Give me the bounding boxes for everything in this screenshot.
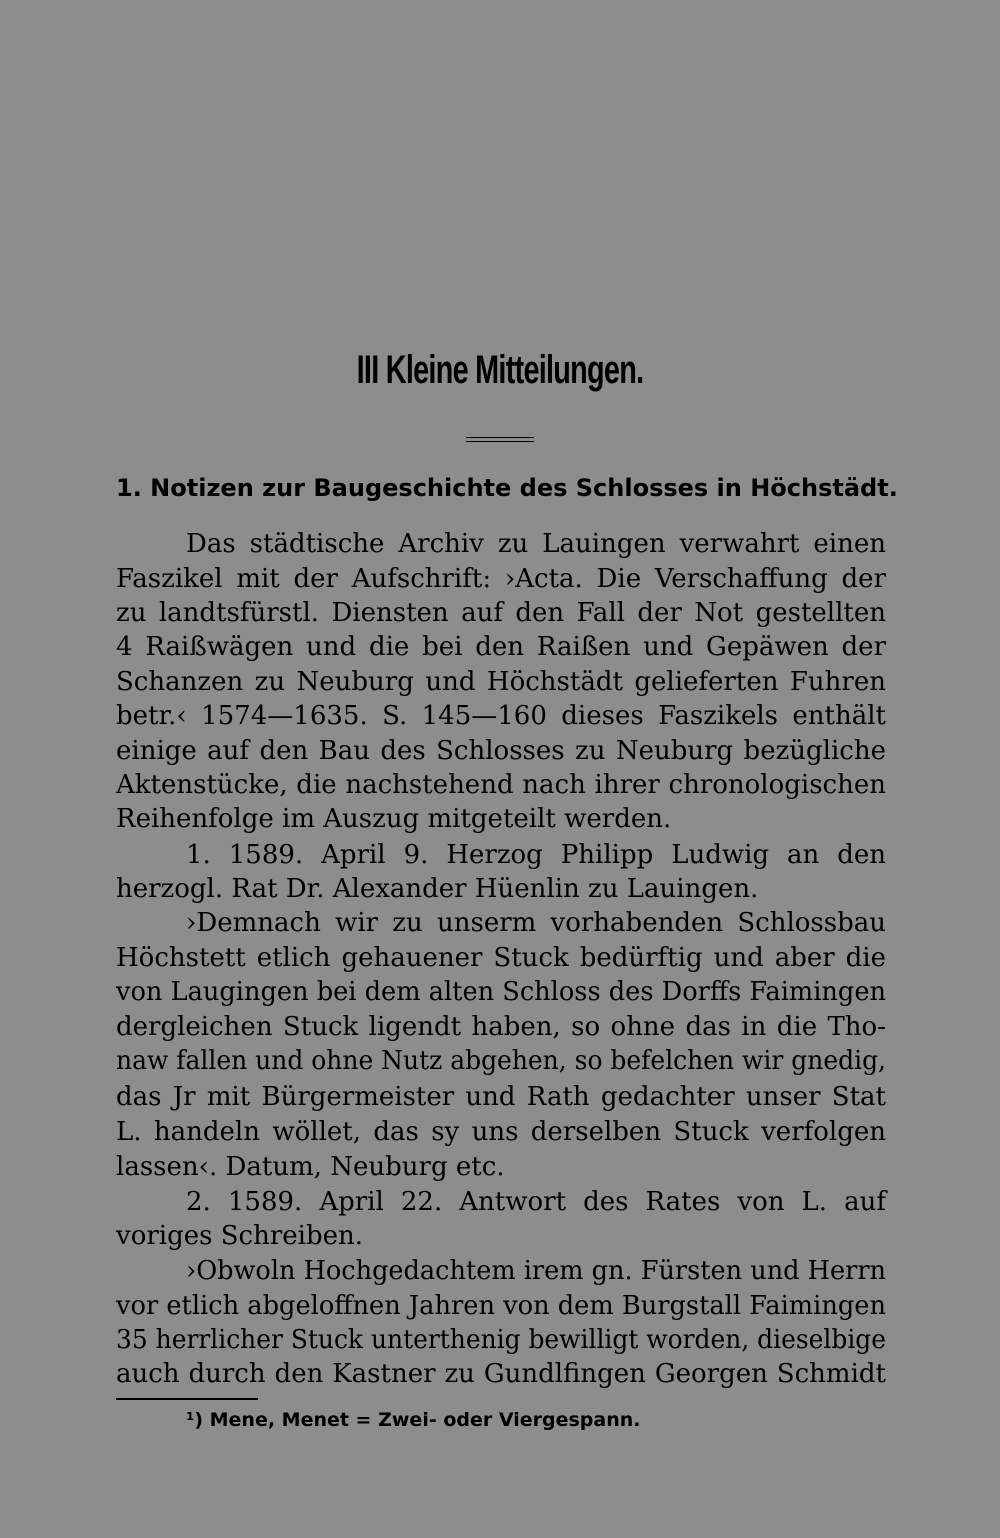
body-line: L. handeln wöllet, das sy uns derselben Stuck verfolgen [116,1117,886,1147]
body-line: lassen‹. Datum, Neuburg etc. [116,1152,505,1182]
title-divider [466,437,534,442]
body-line: 1. 1589. April 9. Herzog Philipp Ludwig an den [186,840,886,870]
body-line: herzogl. Rat Dr. Alexander Hüenlin zu Lauingen. [116,874,759,904]
body-line: auch durch den Kastner zu Gundlfingen Georgen Schmidt [116,1359,886,1389]
body-line: Schanzen zu Neuburg und Höchstädt gelieferten Fuhren [116,667,886,697]
body-line: naw fallen und ohne Nutz abgehen, so befelchen wir gnedig, [116,1046,886,1076]
body-line: zu landtsfürstl. Diensten auf den Fall der Not gestellten [116,598,886,628]
section-heading: 1. Notizen zur Baugeschichte des Schlosses in Höchstädt. [116,474,898,502]
body-line: betr.‹ 1574—1635. S. 145—160 dieses Faszikels enthält [116,701,886,731]
body-line: 4 Raißwägen und die bei den Raißen und Gepäwen der [116,632,886,662]
body-line: von Laugingen bei dem alten Schloss des Dorffs Faimingen [116,977,886,1007]
body-line: voriges Schreiben. [116,1221,364,1251]
body-line: Aktenstücke, die nachstehend nach ihrer chronologischen [116,770,886,800]
chapter-title: III Kleine Mitteilungen. [356,348,644,392]
body-line: das Jr mit Bürgermeister und Rath gedachter unser Stat [116,1082,886,1112]
body-line: Faszikel mit der Aufschrift: ›Acta. Die Verschaffung der [116,564,886,594]
body-line: Höchstett etlich gehauener Stuck bedürftig und aber die [116,943,886,973]
body-line: 2. 1589. April 22. Antwort des Rates von L. auf [186,1187,886,1217]
body-line: vor etlich abgeloffnen Jahren von dem Burgstall Faimingen [116,1291,886,1321]
body-line: Reihenfolge im Auszug mitgeteilt werden. [116,804,672,834]
body-line: dergleichen Stuck ligendt haben, so ohne das in die Tho- [116,1012,886,1042]
footnote-divider [116,1398,258,1400]
body-line: ›Demnach wir zu unserm vorhabenden Schlossbau [186,908,886,938]
body-line: ›Obwoln Hochgedachtem irem gn. Fürsten und Herrn [186,1256,886,1286]
footnote: ¹) Mene, Menet = Zwei- oder Viergespann. [186,1409,641,1431]
body-line: einige auf den Bau des Schlosses zu Neuburg bezügliche [116,736,886,766]
body-line: 35 herrlicher Stuck unterthenig bewilligt worden, dieselbige [116,1325,886,1355]
body-line: Das städtische Archiv zu Lauingen verwahrt einen [186,529,886,559]
